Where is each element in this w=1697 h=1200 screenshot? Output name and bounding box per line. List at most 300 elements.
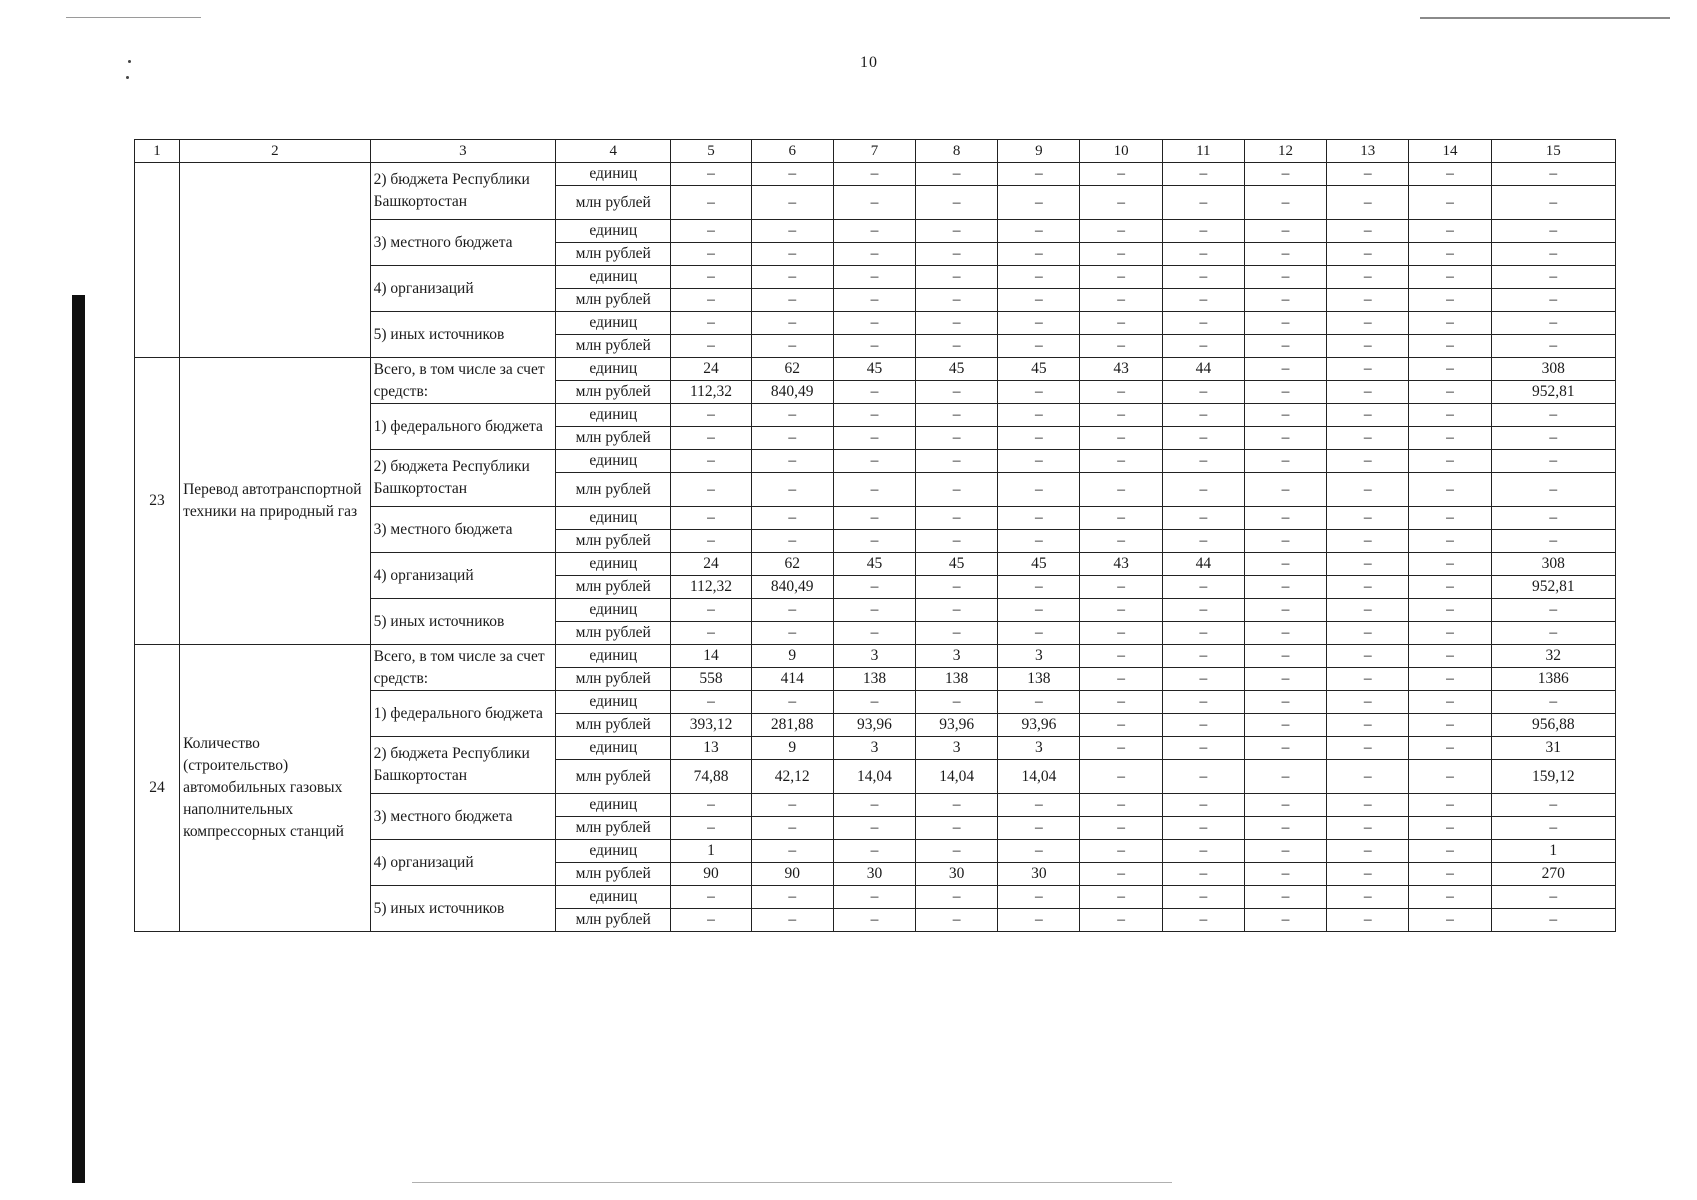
value-cell: – <box>1162 507 1244 530</box>
unit-cell: единиц <box>556 737 671 760</box>
value-cell: – <box>916 427 998 450</box>
value-cell: – <box>1327 691 1409 714</box>
value-cell: – <box>1162 450 1244 473</box>
value-cell: – <box>1244 450 1326 473</box>
value-cell: 30 <box>833 863 915 886</box>
value-cell: – <box>1080 404 1162 427</box>
value-cell: – <box>998 163 1080 186</box>
value-cell: – <box>1327 163 1409 186</box>
value-cell: – <box>1409 794 1491 817</box>
unit-cell: единиц <box>556 886 671 909</box>
value-cell: – <box>671 530 751 553</box>
total-cell: – <box>1491 312 1615 335</box>
value-cell: – <box>671 473 751 507</box>
unit-cell: единиц <box>556 312 671 335</box>
value-cell: – <box>998 507 1080 530</box>
funding-source: 4) организаций <box>370 266 556 312</box>
unit-cell: млн рублей <box>556 863 671 886</box>
value-cell: – <box>916 335 998 358</box>
value-cell: – <box>1080 645 1162 668</box>
value-cell: – <box>1162 427 1244 450</box>
column-number-9: 9 <box>998 140 1080 163</box>
column-number-12: 12 <box>1244 140 1326 163</box>
column-number-11: 11 <box>1162 140 1244 163</box>
value-cell: – <box>1244 840 1326 863</box>
value-cell: 45 <box>998 553 1080 576</box>
value-cell: – <box>1162 909 1244 932</box>
value-cell: – <box>1080 266 1162 289</box>
scan-edge-bottom <box>412 1182 1172 1183</box>
unit-cell: единиц <box>556 266 671 289</box>
column-number-10: 10 <box>1080 140 1162 163</box>
value-cell: – <box>1162 840 1244 863</box>
value-cell: – <box>1162 668 1244 691</box>
value-cell: 138 <box>833 668 915 691</box>
value-cell: – <box>998 404 1080 427</box>
funding-source: 2) бюджета Республики Башкортостан <box>370 450 556 507</box>
funding-source: 4) организаций <box>370 840 556 886</box>
value-cell: – <box>1409 553 1491 576</box>
column-number-7: 7 <box>833 140 915 163</box>
value-cell: – <box>833 576 915 599</box>
value-cell: 9 <box>751 737 833 760</box>
value-cell: – <box>1080 760 1162 794</box>
value-cell: – <box>1244 404 1326 427</box>
value-cell: – <box>1409 668 1491 691</box>
unit-cell: млн рублей <box>556 335 671 358</box>
funding-source: 3) местного бюджета <box>370 220 556 266</box>
funding-source: 5) иных источников <box>370 886 556 932</box>
value-cell: – <box>833 794 915 817</box>
value-cell: – <box>833 266 915 289</box>
value-cell: – <box>1080 909 1162 932</box>
value-cell: – <box>916 404 998 427</box>
funding-source: 1) федерального бюджета <box>370 404 556 450</box>
value-cell: – <box>1244 312 1326 335</box>
value-cell: – <box>1327 576 1409 599</box>
value-cell: – <box>1327 599 1409 622</box>
value-cell: – <box>1162 622 1244 645</box>
value-cell: – <box>671 622 751 645</box>
total-cell: 32 <box>1491 645 1615 668</box>
unit-cell: единиц <box>556 220 671 243</box>
value-cell: – <box>1244 668 1326 691</box>
value-cell: – <box>1080 886 1162 909</box>
page-number: 10 <box>860 54 878 71</box>
value-cell: – <box>1244 645 1326 668</box>
value-cell: – <box>1080 530 1162 553</box>
value-cell: 30 <box>916 863 998 886</box>
funding-source: 2) бюджета Республики Башкортостан <box>370 737 556 794</box>
value-cell: 3 <box>833 645 915 668</box>
value-cell: – <box>751 312 833 335</box>
value-cell: 9 <box>751 645 833 668</box>
value-cell: 45 <box>833 553 915 576</box>
column-number-1: 1 <box>135 140 180 163</box>
value-cell: 112,32 <box>671 381 751 404</box>
total-cell: 1386 <box>1491 668 1615 691</box>
value-cell: – <box>833 289 915 312</box>
value-cell: 138 <box>998 668 1080 691</box>
value-cell: – <box>916 312 998 335</box>
item-number <box>135 163 180 358</box>
total-cell: 159,12 <box>1491 760 1615 794</box>
value-cell: – <box>916 450 998 473</box>
item-name: Количество (строительство) автомобильных газовых наполнительных компрессорных станций <box>180 645 371 932</box>
value-cell: – <box>671 450 751 473</box>
value-cell: – <box>1162 186 1244 220</box>
total-cell: – <box>1491 186 1615 220</box>
value-cell: – <box>998 243 1080 266</box>
value-cell: – <box>998 840 1080 863</box>
column-number-8: 8 <box>916 140 998 163</box>
column-number-2: 2 <box>180 140 371 163</box>
value-cell: – <box>751 243 833 266</box>
total-cell: – <box>1491 530 1615 553</box>
value-cell: – <box>1080 335 1162 358</box>
value-cell: – <box>751 335 833 358</box>
value-cell: 840,49 <box>751 576 833 599</box>
total-cell: 31 <box>1491 737 1615 760</box>
total-cell: – <box>1491 909 1615 932</box>
value-cell: – <box>998 312 1080 335</box>
value-cell: – <box>1080 714 1162 737</box>
scan-edge-top-left <box>66 17 201 18</box>
value-cell: – <box>998 289 1080 312</box>
value-cell: – <box>751 817 833 840</box>
value-cell: – <box>1162 794 1244 817</box>
value-cell: – <box>1244 507 1326 530</box>
value-cell: – <box>1409 599 1491 622</box>
value-cell: – <box>671 427 751 450</box>
unit-cell: млн рублей <box>556 530 671 553</box>
total-cell: – <box>1491 289 1615 312</box>
value-cell: 45 <box>916 553 998 576</box>
value-cell: 43 <box>1080 553 1162 576</box>
value-cell: 14,04 <box>998 760 1080 794</box>
value-cell: – <box>998 450 1080 473</box>
value-cell: – <box>916 794 998 817</box>
value-cell: – <box>916 289 998 312</box>
value-cell: – <box>1409 289 1491 312</box>
value-cell: – <box>1080 473 1162 507</box>
value-cell: – <box>1080 599 1162 622</box>
value-cell: – <box>1162 645 1244 668</box>
value-cell: – <box>1162 817 1244 840</box>
value-cell: – <box>1327 553 1409 576</box>
value-cell: – <box>751 220 833 243</box>
value-cell: – <box>1327 404 1409 427</box>
unit-cell: единиц <box>556 507 671 530</box>
table-row <box>135 163 1616 186</box>
value-cell: – <box>1080 576 1162 599</box>
scan-edge-top-right <box>1420 17 1670 19</box>
value-cell: – <box>1080 312 1162 335</box>
value-cell: – <box>1327 714 1409 737</box>
unit-cell: млн рублей <box>556 576 671 599</box>
value-cell: – <box>998 530 1080 553</box>
value-cell: – <box>998 599 1080 622</box>
value-cell: – <box>1409 381 1491 404</box>
value-cell: – <box>1244 220 1326 243</box>
value-cell: – <box>1327 507 1409 530</box>
value-cell: – <box>751 599 833 622</box>
table-row <box>135 358 1616 381</box>
value-cell: – <box>1244 599 1326 622</box>
total-cell: – <box>1491 507 1615 530</box>
value-cell: 840,49 <box>751 381 833 404</box>
value-cell: – <box>751 266 833 289</box>
funding-source: 5) иных источников <box>370 312 556 358</box>
total-cell: 952,81 <box>1491 381 1615 404</box>
value-cell: – <box>916 840 998 863</box>
unit-cell: единиц <box>556 599 671 622</box>
value-cell: – <box>1244 163 1326 186</box>
value-cell: – <box>1409 266 1491 289</box>
unit-cell: млн рублей <box>556 668 671 691</box>
table-row <box>135 645 1616 668</box>
value-cell: – <box>1327 335 1409 358</box>
value-cell: – <box>1080 691 1162 714</box>
value-cell: – <box>916 576 998 599</box>
value-cell: – <box>1327 266 1409 289</box>
value-cell: – <box>833 427 915 450</box>
unit-cell: млн рублей <box>556 817 671 840</box>
scan-speck <box>126 76 129 79</box>
value-cell: – <box>671 909 751 932</box>
total-cell: – <box>1491 794 1615 817</box>
value-cell: – <box>1162 691 1244 714</box>
value-cell: – <box>1244 714 1326 737</box>
value-cell: – <box>1409 714 1491 737</box>
unit-cell: млн рублей <box>556 622 671 645</box>
value-cell: 62 <box>751 358 833 381</box>
item-number: 24 <box>135 645 180 932</box>
financing-table <box>134 139 1616 932</box>
column-number-13: 13 <box>1327 140 1409 163</box>
value-cell: – <box>833 335 915 358</box>
value-cell: – <box>1162 530 1244 553</box>
value-cell: – <box>1244 335 1326 358</box>
total-cell: – <box>1491 817 1615 840</box>
value-cell: – <box>1409 886 1491 909</box>
value-cell: – <box>998 886 1080 909</box>
value-cell: – <box>1409 427 1491 450</box>
value-cell: – <box>1327 220 1409 243</box>
value-cell: – <box>833 404 915 427</box>
value-cell: – <box>1327 473 1409 507</box>
value-cell: – <box>833 220 915 243</box>
value-cell: – <box>1409 737 1491 760</box>
value-cell: – <box>833 840 915 863</box>
value-cell: – <box>1327 840 1409 863</box>
value-cell: – <box>751 691 833 714</box>
value-cell: 414 <box>751 668 833 691</box>
value-cell: – <box>916 243 998 266</box>
value-cell: 45 <box>916 358 998 381</box>
value-cell: – <box>833 243 915 266</box>
value-cell: – <box>1409 530 1491 553</box>
value-cell: 45 <box>833 358 915 381</box>
value-cell: – <box>998 427 1080 450</box>
value-cell: 3 <box>916 737 998 760</box>
unit-cell: единиц <box>556 794 671 817</box>
value-cell: – <box>1244 622 1326 645</box>
value-cell: 14,04 <box>833 760 915 794</box>
value-cell: – <box>671 794 751 817</box>
total-cell: – <box>1491 599 1615 622</box>
value-cell: – <box>1327 381 1409 404</box>
column-number-3: 3 <box>370 140 556 163</box>
unit-cell: млн рублей <box>556 381 671 404</box>
value-cell: – <box>833 381 915 404</box>
value-cell: – <box>833 817 915 840</box>
value-cell: – <box>1409 645 1491 668</box>
value-cell: – <box>1244 817 1326 840</box>
value-cell: 93,96 <box>998 714 1080 737</box>
value-cell: – <box>1327 427 1409 450</box>
value-cell: – <box>1244 794 1326 817</box>
value-cell: 558 <box>671 668 751 691</box>
value-cell: 112,32 <box>671 576 751 599</box>
value-cell: – <box>1409 220 1491 243</box>
value-cell: – <box>833 473 915 507</box>
value-cell: – <box>1162 473 1244 507</box>
value-cell: – <box>1244 358 1326 381</box>
value-cell: – <box>751 186 833 220</box>
value-cell: – <box>751 404 833 427</box>
value-cell: – <box>916 186 998 220</box>
funding-source: Всего, в том числе за счет средств: <box>370 358 556 404</box>
value-cell: – <box>1080 737 1162 760</box>
funding-source: 1) федерального бюджета <box>370 691 556 737</box>
value-cell: – <box>1162 335 1244 358</box>
value-cell: – <box>1162 737 1244 760</box>
value-cell: – <box>1327 450 1409 473</box>
value-cell: – <box>1080 507 1162 530</box>
value-cell: – <box>1409 404 1491 427</box>
unit-cell: млн рублей <box>556 473 671 507</box>
value-cell: – <box>1409 507 1491 530</box>
value-cell: 281,88 <box>751 714 833 737</box>
total-cell: – <box>1491 450 1615 473</box>
value-cell: – <box>998 691 1080 714</box>
value-cell: – <box>1327 668 1409 691</box>
value-cell: – <box>671 289 751 312</box>
total-cell: – <box>1491 427 1615 450</box>
value-cell: – <box>1162 163 1244 186</box>
column-number-6: 6 <box>751 140 833 163</box>
unit-cell: единиц <box>556 358 671 381</box>
value-cell: – <box>1327 312 1409 335</box>
total-cell: 308 <box>1491 553 1615 576</box>
value-cell: – <box>916 163 998 186</box>
value-cell: – <box>1080 427 1162 450</box>
item-number: 23 <box>135 358 180 645</box>
value-cell: – <box>751 909 833 932</box>
value-cell: – <box>1409 760 1491 794</box>
value-cell: 1 <box>671 840 751 863</box>
funding-source: 3) местного бюджета <box>370 794 556 840</box>
column-numbers-row <box>135 140 1616 163</box>
value-cell: – <box>671 335 751 358</box>
total-cell: – <box>1491 335 1615 358</box>
value-cell: 90 <box>751 863 833 886</box>
total-cell: – <box>1491 243 1615 266</box>
value-cell: – <box>998 335 1080 358</box>
column-number-5: 5 <box>671 140 751 163</box>
funding-source: Всего, в том числе за счет средств: <box>370 645 556 691</box>
unit-cell: единиц <box>556 840 671 863</box>
unit-cell: единиц <box>556 645 671 668</box>
value-cell: – <box>1327 289 1409 312</box>
value-cell: – <box>751 163 833 186</box>
total-cell: – <box>1491 266 1615 289</box>
value-cell: – <box>1409 863 1491 886</box>
unit-cell: единиц <box>556 404 671 427</box>
value-cell: – <box>1162 714 1244 737</box>
value-cell: – <box>1080 243 1162 266</box>
value-cell: – <box>1162 760 1244 794</box>
value-cell: – <box>1244 909 1326 932</box>
value-cell: – <box>1327 737 1409 760</box>
value-cell: 3 <box>833 737 915 760</box>
unit-cell: млн рублей <box>556 714 671 737</box>
value-cell: – <box>1162 599 1244 622</box>
value-cell: – <box>1244 737 1326 760</box>
value-cell: – <box>1244 530 1326 553</box>
value-cell: – <box>1327 863 1409 886</box>
value-cell: – <box>833 312 915 335</box>
value-cell: – <box>751 530 833 553</box>
total-cell: – <box>1491 220 1615 243</box>
value-cell: – <box>1244 553 1326 576</box>
value-cell: – <box>1162 381 1244 404</box>
value-cell: – <box>1080 289 1162 312</box>
value-cell: 24 <box>671 358 751 381</box>
value-cell: – <box>1409 840 1491 863</box>
value-cell: – <box>1080 794 1162 817</box>
unit-cell: млн рублей <box>556 289 671 312</box>
value-cell: 14 <box>671 645 751 668</box>
value-cell: – <box>1244 863 1326 886</box>
value-cell: – <box>751 840 833 863</box>
value-cell: – <box>916 220 998 243</box>
value-cell: 42,12 <box>751 760 833 794</box>
value-cell: – <box>1162 886 1244 909</box>
item-name: Перевод автотранспортной техники на природный газ <box>180 358 371 645</box>
total-cell: – <box>1491 622 1615 645</box>
value-cell: – <box>1409 909 1491 932</box>
value-cell: 3 <box>916 645 998 668</box>
value-cell: – <box>1409 335 1491 358</box>
value-cell: 43 <box>1080 358 1162 381</box>
value-cell: – <box>833 599 915 622</box>
funding-source: 3) местного бюджета <box>370 507 556 553</box>
value-cell: 93,96 <box>916 714 998 737</box>
value-cell: – <box>671 186 751 220</box>
unit-cell: млн рублей <box>556 909 671 932</box>
value-cell: – <box>833 622 915 645</box>
value-cell: – <box>833 909 915 932</box>
value-cell: – <box>751 794 833 817</box>
value-cell: – <box>1327 622 1409 645</box>
value-cell: – <box>1409 312 1491 335</box>
value-cell: – <box>1327 760 1409 794</box>
value-cell: – <box>1244 427 1326 450</box>
value-cell: – <box>1327 909 1409 932</box>
value-cell: – <box>1244 381 1326 404</box>
